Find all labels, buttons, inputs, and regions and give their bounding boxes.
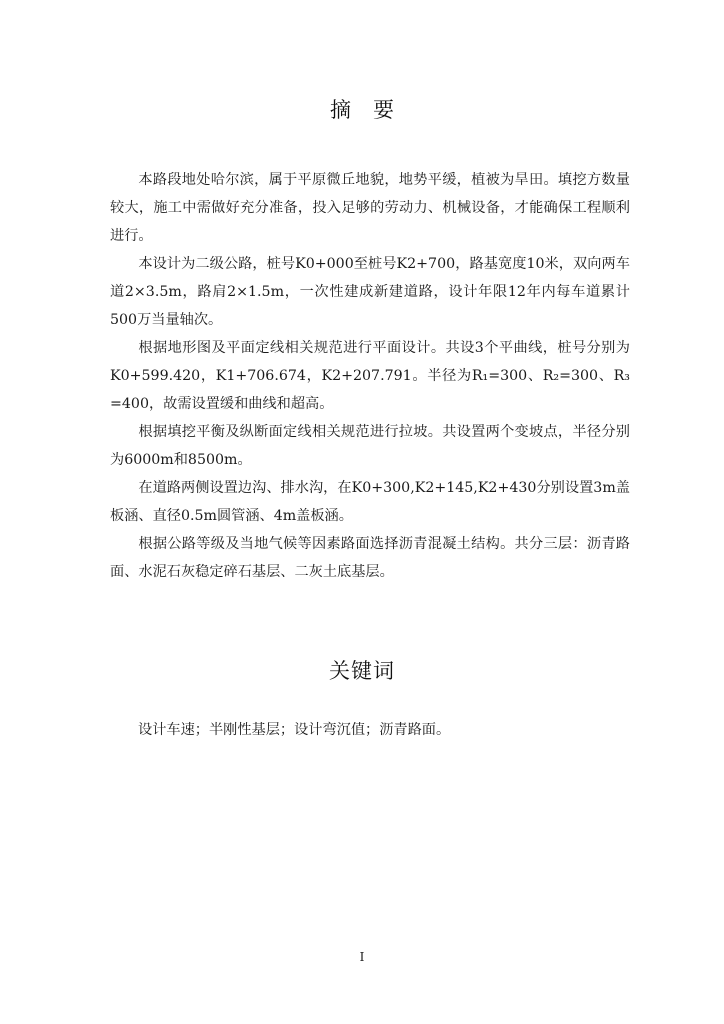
keywords-title: 关键词 [329,659,395,683]
abstract-paragraph-1: 本路段地处哈尔滨，属于平原微丘地貌，地势平缓，植被为旱田。填挖方数量较大，施工中需做好充分准备，投入足够的劳动力、机械设备，才能确保工程顺利进行。 [110,172,630,244]
abstract-paragraph-2: 本设计为二级公路，桩号K0+000至桩号K2+700，路基宽度10米，双向两车道2×3.5m，路肩2×1.5m，一次性建成新建道路，设计年限12年内每车道累计500万当量轴次。 [110,256,630,328]
abstract-paragraph-4: 根据填挖平衡及纵断面定线相关规范进行拉坡。共设置两个变坡点，半径分别为6000m和8500m。 [110,424,630,468]
abstract-title: 摘要 [330,98,416,122]
abstract-paragraph-5: 在道路两侧设置边沟、排水沟，在K0+300,K2+145,K2+430分别设置3m盖板涵、直径0.5m圆管涵、4m盖板涵。 [110,480,630,524]
abstract-paragraph-3: 根据地形图及平面定线相关规范进行平面设计。共设3个平曲线，桩号分别为K0+599.420，K1+706.674，K2+207.791。半径为R₁=300、R₂=300、R₃ =400，故需设置缓和曲线和超高。 [110,340,630,412]
page-number: I [359,950,365,964]
keywords-text: 设计车速；半刚性基层；设计弯沉值；沥青路面。 [138,722,451,738]
abstract-body [110,166,630,586]
abstract-paragraph-6: 根据公路等级及当地气候等因素路面选择沥青混凝土结构。共分三层：沥青路面、水泥石灰稳定碎石基层、二灰土底基层。 [110,536,630,580]
